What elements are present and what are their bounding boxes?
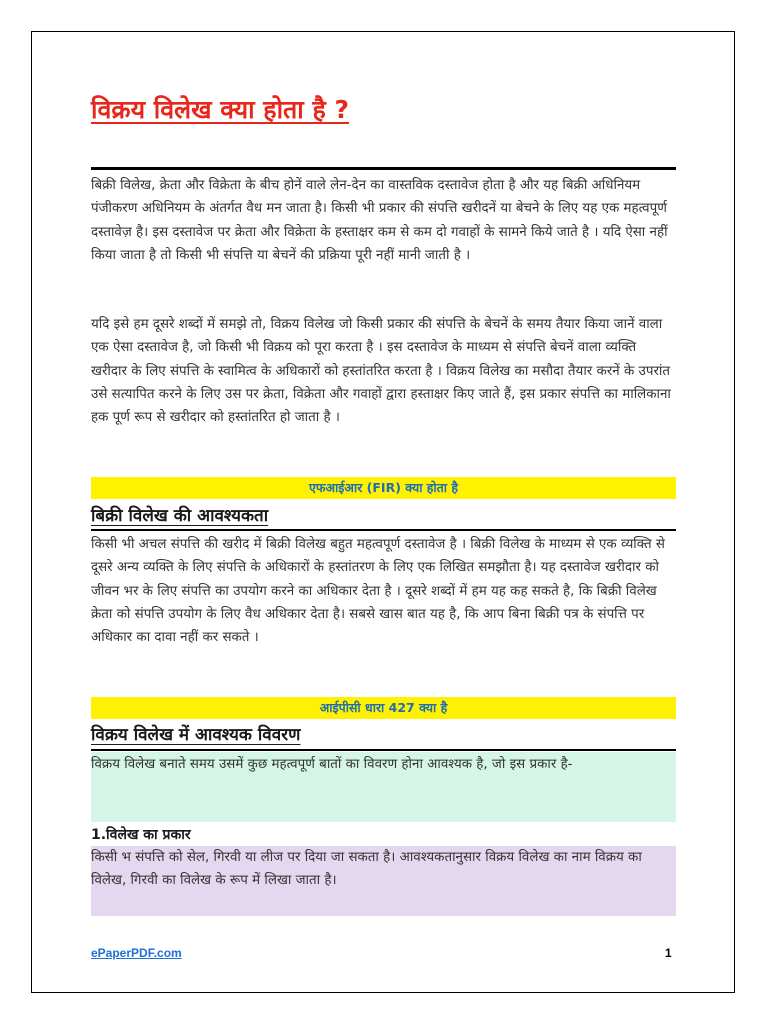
footer-site-link[interactable]: ePaperPDF.com [91,946,182,960]
title-divider [91,167,676,170]
item-1-title: 1.विलेख का प्रकार [91,827,191,843]
item-1-body: किसी भ संपत्ति को सेल, गिरवी या लीज पर दिया जा सकता है। आवश्यकतानुसार विक्रय विलेख का नाम विक्रय का विलेख, गिरवी का विलेख के रूप में लिखा जाता है। [91,850,642,889]
intro-paragraph-1: बिक्री विलेख, क्रेता और विक्रेता के बीच होनें वाले लेन-देन का वास्तविक दस्तावेज होता है और यह बिक्री अधिनियम पंजीकरण अधिनियम के अंतर्गत वैध मन जाता है। किसी भी प्रकार की संपत्ति खरीदनें या बेचने के लिए यह एक महत्वपूर्ण दस्तावेज़ है। इस दस्तावेज पर क्रेता और विक्रेता के हस्ताक्षर कम से कम दो गवाहों के सामने किये जाते है । यदि ऐसा नहीं किया जाता है तो किसी भी संपत्ति या बेचनें की प्रक्रिया पूरी नहीं मानी जाती है । [91,178,668,263]
details-intro-text: विक्रय विलेख बनाते समय उसमें कुछ महत्वपूर्ण बातों का विवरण होना आवश्यक है, जो इस प्रकार है- [91,757,573,772]
page-title: विक्रय विलेख क्या होता है ? [91,95,349,124]
section-divider-1 [91,529,676,531]
details-intro-box [91,752,676,822]
page-number: 1 [665,946,672,960]
related-link-ipc-427[interactable]: आईपीसी धारा 427 क्या है [91,697,676,719]
section-heading-need: बिक्री विलेख की आवश्यकता [91,506,269,526]
section-need-body: किसी भी अचल संपत्ति की खरीद में बिक्री विलेख बहुत महत्वपूर्ण दस्तावेज है । बिक्री विलेख के माध्यम से एक व्यक्ति से दूसरे अन्य व्यक्ति के लिए संपत्ति के अधिकारों के हस्तांतरण के लिए एक लिखित समझौता है। यह दस्तावेज खरीदार को जीवन भर के लिए संपत्ति का उपयोग करने का अधिकार देता है । दूसरे शब्दों में हम यह कह सकते है, कि बिक्री विलेख क्रेता को संपत्ति उपयोग के लिए वैध अधिकार देता है। सबसे खास बात यह है, कि आप बिना बिक्री पत्र के संपत्ति पर अधिकार का दावा नहीं कर सकते । [91,537,665,646]
item-1-box [91,846,676,916]
intro-paragraph-2: यदि इसे हम दूसरे शब्दों में समझे तो, विक्रय विलेख जो किसी प्रकार की संपत्ति के बेचनें के समय तैयार किया जानें वाला एक ऐसा दस्तावेज है, जो किसी भी विक्रय को पूरा करता है । इस दस्तावेज के माध्यम से संपत्ति बेचनें वाला व्यक्ति खरीदार के लिए संपत्ति के स्वामित्व के अधिकारों को हस्तांतरित करता है । विक्रय विलेख का मसौदा तैयार करनें के उपरांत उसे सत्यापित करने के लिए उस पर क्रेता, विक्रेता और गवाहों द्वारा हस्ताक्षर किए जाते हैं, इस प्रकार संपत्ति का मालिकाना हक पूर्ण रूप से खरीदार को हस्तांतरित हो जाता है । [91,317,671,426]
section-heading-details: विक्रय विलेख में आवश्यक विवरण [91,725,301,745]
section-divider-2 [91,749,676,751]
related-link-fir[interactable]: एफआईआर (FIR) क्या होता है [91,477,676,499]
